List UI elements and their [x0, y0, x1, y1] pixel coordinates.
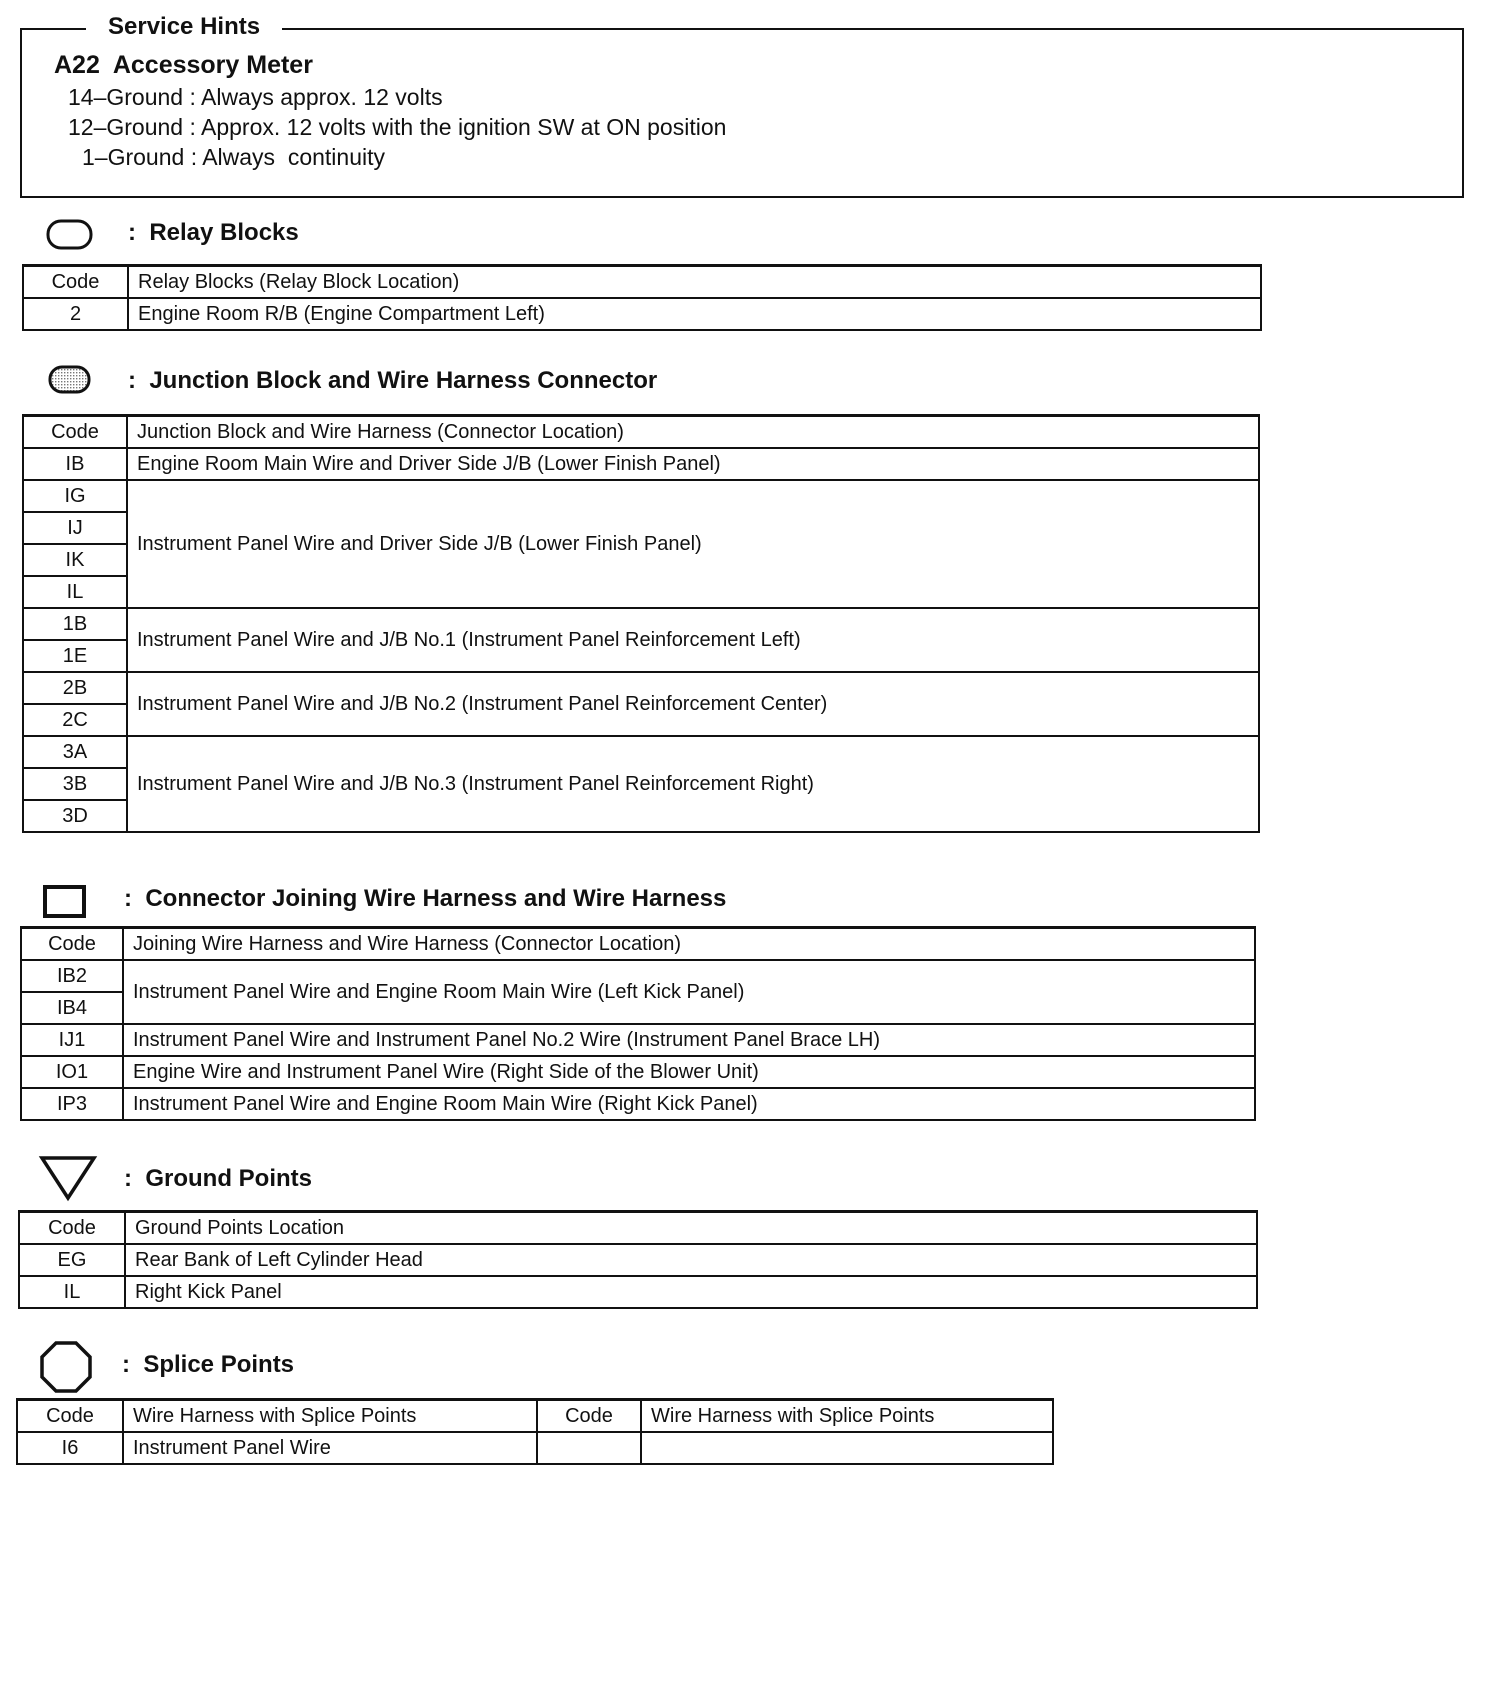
code-cell: IL — [23, 576, 127, 608]
code-cell: IK — [23, 544, 127, 576]
location-cell: Instrument Panel Wire and Driver Side J/B (Lower Finish Panel) — [127, 480, 1259, 608]
table-header-row — [23, 416, 1259, 449]
splice-points-table — [16, 1398, 1054, 1465]
relay-blocks-table — [22, 264, 1262, 331]
code-cell: EG — [19, 1244, 125, 1276]
code-cell: 2B — [23, 672, 127, 704]
table-row — [17, 1432, 1053, 1464]
connector-table — [20, 926, 1256, 1121]
table-row — [21, 960, 1255, 992]
harness-cell: Instrument Panel Wire — [123, 1432, 537, 1464]
table-row — [21, 1088, 1255, 1120]
table-row — [19, 1244, 1257, 1276]
table-row — [21, 1056, 1255, 1088]
location-header: Joining Wire Harness and Wire Harness (Connector Location) — [123, 928, 1255, 961]
code-cell — [537, 1432, 641, 1464]
service-hint-line: 14–Ground : Always approx. 12 volts — [68, 84, 443, 110]
octagon-icon — [38, 1340, 94, 1394]
code-header: Code — [23, 266, 128, 299]
location-cell: Rear Bank of Left Cylinder Head — [125, 1244, 1257, 1276]
code-header: Code — [21, 928, 123, 961]
table-row — [23, 672, 1259, 704]
code-cell: I6 — [17, 1432, 123, 1464]
ground-points-title: : Ground Points — [124, 1165, 312, 1192]
location-cell: Instrument Panel Wire and J/B No.2 (Instrument Panel Reinforcement Center) — [127, 672, 1259, 736]
code-cell: IB4 — [21, 992, 123, 1024]
table-header-row — [19, 1212, 1257, 1245]
code-header: Code — [537, 1400, 641, 1433]
service-hint-line: 12–Ground : Approx. 12 volts with the ignition SW at ON position — [68, 114, 727, 140]
location-cell: Instrument Panel Wire and Instrument Panel No.2 Wire (Instrument Panel Brace LH) — [123, 1024, 1255, 1056]
code-cell: IB — [23, 448, 127, 480]
connector-title: : Connector Joining Wire Harness and Wire Harness — [124, 885, 727, 912]
code-cell: 1E — [23, 640, 127, 672]
table-row — [23, 298, 1261, 330]
table-row — [23, 608, 1259, 640]
code-header: Code — [17, 1400, 123, 1433]
location-cell: Engine Room Main Wire and Driver Side J/B (Lower Finish Panel) — [127, 448, 1259, 480]
triangle-down-icon — [38, 1154, 100, 1204]
code-cell: IG — [23, 480, 127, 512]
code-header: Code — [23, 416, 127, 449]
location-cell: Engine Room R/B (Engine Compartment Left) — [128, 298, 1261, 330]
code-cell: 3B — [23, 768, 127, 800]
ground-points-table — [18, 1210, 1258, 1309]
table-row — [23, 448, 1259, 480]
code-cell: IP3 — [21, 1088, 123, 1120]
code-cell: 3D — [23, 800, 127, 832]
junction-block-table — [22, 414, 1260, 833]
location-cell: Right Kick Panel — [125, 1276, 1257, 1308]
service-hints-heading: A22 Accessory Meter — [54, 51, 313, 79]
harness-header: Wire Harness with Splice Points — [641, 1400, 1053, 1433]
service-hint-line: 1–Ground : Always continuity — [82, 144, 385, 170]
table-header-row — [21, 928, 1255, 961]
code-cell: IL — [19, 1276, 125, 1308]
shaded-rounded-rectangle-icon — [46, 360, 94, 400]
junction-block-title: : Junction Block and Wire Harness Connector — [128, 367, 658, 394]
location-header: Ground Points Location — [125, 1212, 1257, 1245]
code-cell: IJ — [23, 512, 127, 544]
rounded-rectangle-icon — [46, 218, 94, 252]
code-cell: 2 — [23, 298, 128, 330]
table-row — [21, 1024, 1255, 1056]
harness-header: Wire Harness with Splice Points — [123, 1400, 537, 1433]
location-cell: Instrument Panel Wire and J/B No.3 (Instrument Panel Reinforcement Right) — [127, 736, 1259, 832]
location-header: Junction Block and Wire Harness (Connector Location) — [127, 416, 1259, 449]
code-cell: 1B — [23, 608, 127, 640]
code-cell: IJ1 — [21, 1024, 123, 1056]
relay-blocks-title: : Relay Blocks — [128, 219, 299, 246]
table-row — [19, 1276, 1257, 1308]
location-cell: Instrument Panel Wire and Engine Room Main Wire (Left Kick Panel) — [123, 960, 1255, 1024]
square-icon — [42, 884, 88, 920]
location-cell: Instrument Panel Wire and Engine Room Main Wire (Right Kick Panel) — [123, 1088, 1255, 1120]
code-cell: 3A — [23, 736, 127, 768]
location-header: Relay Blocks (Relay Block Location) — [128, 266, 1261, 299]
table-row — [23, 480, 1259, 512]
harness-cell — [641, 1432, 1053, 1464]
code-cell: IB2 — [21, 960, 123, 992]
code-cell: 2C — [23, 704, 127, 736]
location-cell: Engine Wire and Instrument Panel Wire (Right Side of the Blower Unit) — [123, 1056, 1255, 1088]
table-header-row — [17, 1400, 1053, 1433]
code-header: Code — [19, 1212, 125, 1245]
service-hints-title: Service Hints — [86, 12, 282, 42]
location-cell: Instrument Panel Wire and J/B No.1 (Instrument Panel Reinforcement Left) — [127, 608, 1259, 672]
table-header-row — [23, 266, 1261, 299]
table-row — [23, 736, 1259, 768]
code-cell: IO1 — [21, 1056, 123, 1088]
splice-points-title: : Splice Points — [122, 1351, 295, 1378]
